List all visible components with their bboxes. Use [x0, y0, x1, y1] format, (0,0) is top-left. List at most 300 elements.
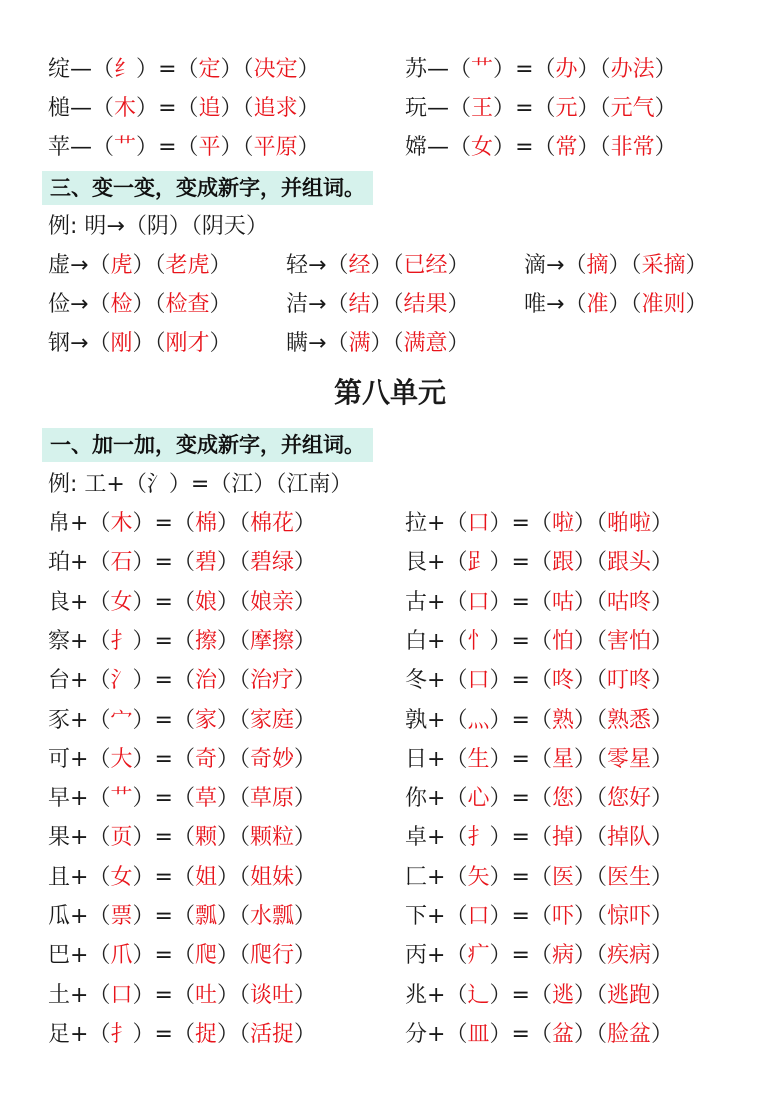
word-box: [239, 825, 316, 850]
word-box: [596, 550, 673, 575]
radical-box-answer: 口: [467, 668, 490, 694]
word-box: [239, 1022, 316, 1047]
base-char: 日: [405, 746, 428, 772]
right-paren: ）: [297, 96, 320, 121]
newchar-box: [530, 983, 596, 1008]
plus-symbol: +: [70, 943, 89, 969]
left-paren: （: [445, 628, 468, 654]
word-box-answer: 零星: [607, 746, 652, 772]
newchar-box: [173, 786, 239, 811]
right-paren: ）: [651, 511, 674, 536]
example-item: [48, 209, 268, 245]
radical-box-answer: 生: [467, 746, 490, 772]
word-box-answer: 惊吓: [607, 904, 652, 929]
equals-symbol: =: [154, 1021, 173, 1047]
equals-symbol: =: [511, 786, 530, 812]
word-box: [596, 708, 673, 733]
radical-box: [88, 983, 154, 1008]
newchar-box-answer: 常: [555, 135, 578, 160]
right-paren: ）: [294, 825, 317, 851]
radical-box: [88, 786, 154, 811]
right-paren: ）: [651, 550, 674, 576]
right-paren: ）: [168, 472, 191, 497]
left-paren: （: [172, 589, 195, 615]
right-paren: ）: [608, 292, 631, 317]
word-box: [596, 904, 673, 929]
equals-symbol: =: [154, 511, 173, 536]
radical-box: [92, 96, 158, 121]
plus-symbol: +: [427, 1021, 446, 1047]
left-paren: （: [392, 253, 404, 278]
right-paren: ）: [220, 96, 243, 121]
right-paren: ）: [132, 707, 155, 733]
newchar-box-answer: 星: [551, 746, 574, 772]
arrow-symbol: →: [308, 292, 327, 317]
base-char: 孰: [405, 707, 428, 733]
left-paren: （: [529, 550, 552, 576]
plus-symbol: +: [70, 746, 89, 772]
newchar-box-answer: 盆: [551, 1021, 574, 1047]
newchar-box-answer: 家: [194, 707, 217, 733]
left-paren: （: [595, 746, 607, 772]
addition-item: [48, 742, 316, 778]
left-paren: （: [392, 292, 404, 317]
right-paren: ）: [216, 668, 239, 694]
left-paren: （: [529, 668, 552, 694]
right-paren: ）: [489, 1021, 512, 1047]
right-paren: ）: [573, 746, 596, 772]
right-paren: ）: [216, 825, 239, 851]
word-box: [275, 472, 352, 497]
left-paren: （: [242, 96, 254, 121]
right-paren: ）: [577, 96, 600, 121]
left-paren: （: [392, 331, 404, 356]
plus-symbol: +: [70, 982, 89, 1008]
word-box: [596, 747, 673, 772]
right-paren: ）: [573, 864, 596, 890]
radical-box: [445, 668, 511, 693]
transform-item: [286, 287, 470, 323]
plus-symbol: +: [70, 668, 89, 694]
left-paren: （: [529, 943, 552, 969]
radical-box-answer: 王: [471, 96, 494, 121]
base-char: 且: [48, 864, 71, 890]
word-box: [155, 253, 232, 278]
right-paren: ）: [489, 825, 512, 851]
newchar-box: [326, 331, 392, 356]
right-paren: ）: [216, 628, 239, 654]
radical-box-answer: 纟: [114, 57, 137, 82]
addition-item: [405, 1017, 673, 1053]
newchar-box: [173, 629, 239, 654]
radical-box: [125, 472, 191, 497]
word-box-answer: 疾病: [607, 943, 652, 969]
addition-row: [0, 978, 780, 1014]
newchar-box: [564, 292, 630, 317]
right-paren: ）: [651, 1021, 674, 1047]
radical-box-answer: 口: [467, 904, 490, 929]
newchar-box: [88, 253, 154, 278]
newchar-box: [534, 135, 600, 160]
right-paren: ）: [370, 331, 393, 356]
transform-item: [48, 248, 232, 284]
addition-item: [48, 624, 316, 660]
right-paren: ）: [489, 982, 512, 1008]
equals-symbol: =: [511, 943, 530, 969]
radical-box: [445, 747, 511, 772]
left-paren: （: [238, 668, 250, 694]
left-paren: （: [445, 589, 468, 615]
word-box: [596, 511, 673, 536]
right-paren: ）: [216, 904, 239, 929]
addition-item: [48, 663, 316, 699]
right-paren: ）: [489, 786, 512, 812]
right-paren: ）: [132, 746, 155, 772]
word-box: [239, 708, 316, 733]
right-paren: ）: [651, 668, 674, 694]
left-paren: （: [88, 786, 111, 812]
plus-symbol: +: [427, 786, 446, 812]
right-paren: ）: [489, 589, 512, 615]
word-box-answer: 医生: [607, 864, 652, 890]
left-paren: （: [449, 57, 472, 82]
newchar-box: [530, 668, 596, 693]
right-paren: ）: [651, 864, 674, 890]
left-paren: （: [595, 864, 607, 890]
radical-box-answer: 宀: [110, 707, 133, 733]
plus-symbol: +: [427, 707, 446, 733]
newchar-box-answer: 娘: [194, 589, 217, 615]
left-paren: （: [172, 864, 195, 890]
newchar-box-answer: 满: [348, 331, 371, 356]
right-paren: ）: [220, 135, 243, 160]
newchar-box-answer: 熟: [551, 707, 574, 733]
left-paren: （: [238, 628, 250, 654]
radical-box: [92, 135, 158, 160]
plus-symbol: +: [427, 864, 446, 890]
left-paren: （: [124, 214, 147, 239]
radical-box: [92, 57, 158, 82]
newchar-box-answer: 瓢: [194, 904, 217, 929]
word-box: [239, 629, 316, 654]
right-paren: ）: [493, 57, 516, 82]
left-paren: （: [238, 864, 250, 890]
addition-item: [48, 703, 316, 739]
left-paren: （: [238, 589, 250, 615]
arrow-symbol: →: [546, 292, 565, 317]
newchar-box-answer: 吓: [551, 904, 574, 929]
right-paren: ）: [577, 57, 600, 82]
base-char: 豕: [48, 707, 71, 733]
radical-box-answer: 票: [110, 904, 133, 929]
radical-box-answer: 女: [471, 135, 494, 160]
radical-box-answer: 皿: [467, 1021, 490, 1047]
word-box-answer: 决定: [253, 57, 298, 82]
left-paren: （: [238, 707, 250, 733]
left-paren: （: [88, 982, 111, 1008]
newchar-box-answer: 棉: [194, 511, 217, 536]
newchar-box-answer: 经: [348, 253, 371, 278]
newchar-box: [173, 865, 239, 890]
base-char: 洁: [286, 292, 309, 317]
left-paren: （: [529, 825, 552, 851]
left-paren: （: [172, 1021, 195, 1047]
right-paren: ）: [132, 550, 155, 576]
radical-box-answer: 大: [110, 746, 133, 772]
word-box-answer: 逃跑: [607, 982, 652, 1008]
right-paren: ）: [493, 96, 516, 121]
plus-symbol: +: [427, 511, 446, 536]
left-paren: （: [630, 253, 642, 278]
dash-symbol: —: [70, 57, 93, 82]
left-paren: （: [599, 57, 611, 82]
equals-symbol: =: [158, 135, 177, 160]
equals-symbol: =: [511, 707, 530, 733]
newchar-box-answer: 捉: [194, 1021, 217, 1047]
right-paren: ）: [132, 864, 155, 890]
newchar-box: [173, 943, 239, 968]
left-paren: （: [595, 628, 607, 654]
left-paren: （: [92, 135, 115, 160]
newchar-box-answer: 定: [198, 57, 221, 82]
right-paren: ）: [489, 628, 512, 654]
newchar-box: [530, 550, 596, 575]
right-paren: ）: [297, 135, 320, 160]
base-char: 艮: [405, 550, 428, 576]
equals-symbol: =: [511, 668, 530, 694]
newchar-box: [326, 253, 392, 278]
base-char: 果: [48, 825, 71, 851]
radical-box-answer: 木: [110, 511, 133, 536]
radical-box: [88, 904, 154, 929]
right-paren: ）: [654, 135, 677, 160]
word-box-answer: 啪啦: [607, 511, 652, 536]
left-paren: （: [172, 982, 195, 1008]
example-row: [0, 209, 780, 245]
right-paren: ）: [573, 707, 596, 733]
equals-symbol: =: [154, 904, 173, 929]
plus-symbol: +: [70, 786, 89, 812]
base-char: 嫦: [405, 135, 428, 160]
newchar-box: [173, 708, 239, 733]
base-char: 槌: [48, 96, 71, 121]
base-char: 下: [405, 904, 428, 929]
plus-symbol: +: [70, 589, 89, 615]
left-paren: （: [88, 943, 111, 969]
base-char: 土: [48, 982, 71, 1008]
right-paren: ）: [132, 628, 155, 654]
left-paren: （: [176, 135, 199, 160]
addition-row: [0, 860, 780, 896]
newchar-box-answer: 颗: [194, 825, 217, 851]
radical-box-answer: 辶: [467, 982, 490, 1008]
right-paren: ）: [294, 1021, 317, 1047]
base-char: 可: [48, 746, 71, 772]
newchar-box: [530, 904, 596, 929]
radical-box: [449, 135, 515, 160]
left-paren: （: [445, 864, 468, 890]
equals-symbol: =: [511, 628, 530, 654]
right-paren: ）: [294, 904, 317, 929]
radical-box-answer: 石: [110, 550, 133, 576]
right-paren: ）: [294, 550, 317, 576]
equals-symbol: =: [190, 472, 210, 497]
base-char: 足: [48, 1021, 71, 1047]
addition-row: [0, 742, 780, 778]
base-char: 瞒: [286, 331, 309, 356]
right-paren: ）: [132, 331, 155, 356]
left-paren: （: [529, 707, 552, 733]
left-paren: （: [92, 57, 115, 82]
transform-row: [0, 287, 780, 323]
plus-symbol: +: [70, 864, 89, 890]
addition-item: [48, 1017, 316, 1053]
base-char: 工: [77, 472, 107, 497]
equals-symbol: =: [154, 668, 173, 694]
plus-symbol: +: [427, 668, 446, 694]
right-paren: ）: [651, 707, 674, 733]
word-box: [243, 96, 320, 121]
right-paren: ）: [651, 825, 674, 851]
word-box-answer: 老虎: [165, 253, 210, 278]
left-paren: （: [595, 550, 607, 576]
left-paren: （: [533, 57, 556, 82]
right-paren: ）: [573, 904, 596, 929]
left-paren: （: [595, 982, 607, 1008]
left-paren: （: [154, 331, 166, 356]
newchar-box-answer: 跟: [551, 550, 574, 576]
radical-box-answer: 页: [110, 825, 133, 851]
newchar-box: [173, 668, 239, 693]
newchar-box: [530, 590, 596, 615]
radical-box-answer: 爪: [110, 943, 133, 969]
word-box: [239, 786, 316, 811]
base-char: 兆: [405, 982, 428, 1008]
base-char: 滴: [524, 253, 547, 278]
left-paren: （: [529, 786, 552, 812]
addition-item: [48, 585, 316, 621]
left-paren: （: [445, 982, 468, 1008]
right-paren: ）: [216, 1021, 239, 1047]
newchar-box-answer: 结: [348, 292, 371, 317]
right-paren: ）: [573, 982, 596, 1008]
right-paren: ）: [573, 628, 596, 654]
arrow-symbol: →: [70, 331, 89, 356]
left-paren: （: [595, 668, 607, 694]
left-paren: （: [595, 904, 607, 929]
equals-symbol: =: [154, 628, 173, 654]
word-box: [393, 292, 470, 317]
word-box: [239, 668, 316, 693]
equation-item: [405, 52, 677, 88]
addition-row: [0, 624, 780, 660]
transform-item: [524, 248, 708, 284]
word-box: [243, 57, 320, 82]
left-paren: （: [88, 511, 111, 536]
right-paren: ）: [209, 253, 232, 278]
base-char: 瓜: [48, 904, 71, 929]
newchar-box: [530, 629, 596, 654]
base-char: 绽: [48, 57, 71, 82]
left-paren: （: [242, 57, 254, 82]
word-box: [155, 331, 232, 356]
right-paren: ）: [489, 904, 512, 929]
left-paren: （: [595, 943, 607, 969]
example-row: [0, 467, 780, 503]
left-paren: （: [238, 943, 250, 969]
right-paren: ）: [132, 1021, 155, 1047]
left-paren: （: [529, 1021, 552, 1047]
right-paren: ）: [573, 589, 596, 615]
left-paren: （: [238, 825, 250, 851]
word-box-answer: 水瓢: [250, 904, 295, 929]
right-paren: ）: [216, 864, 239, 890]
newchar-box-answer: 办: [555, 57, 578, 82]
base-char: 帛: [48, 511, 71, 536]
newchar-box: [173, 550, 239, 575]
plus-symbol: +: [427, 943, 446, 969]
newchar-box-answer: 虎: [110, 253, 133, 278]
base-char: 早: [48, 786, 71, 812]
newchar-box-answer: 擦: [194, 628, 217, 654]
equals-symbol: =: [511, 746, 530, 772]
addition-row: [0, 781, 780, 817]
equation-item: [405, 130, 677, 166]
equals-symbol: =: [154, 982, 173, 1008]
left-paren: （: [445, 511, 468, 536]
newchar-box-answer: 江: [231, 472, 254, 497]
newchar-box: [209, 472, 275, 497]
addition-item: [48, 820, 316, 856]
newchar-box: [530, 943, 596, 968]
right-paren: ）: [132, 786, 155, 812]
left-paren: （: [275, 472, 287, 497]
word-box-answer: 草原: [250, 786, 295, 812]
left-paren: （: [172, 707, 195, 733]
dash-symbol: —: [70, 96, 93, 121]
left-paren: （: [595, 707, 607, 733]
arrow-symbol: →: [308, 331, 327, 356]
transform-item: [48, 326, 232, 362]
word-box: [600, 135, 677, 160]
word-box-answer: 熟悉: [607, 707, 652, 733]
radical-box: [445, 865, 511, 890]
left-paren: （: [326, 331, 349, 356]
addition-row: [0, 1017, 780, 1053]
right-paren: ）: [651, 943, 674, 969]
plus-symbol: +: [70, 628, 89, 654]
left-paren: （: [88, 589, 111, 615]
right-paren: ）: [294, 589, 317, 615]
newchar-box: [173, 904, 239, 929]
word-box-answer: 颗粒: [250, 825, 295, 851]
word-box-answer: 平原: [253, 135, 298, 160]
left-paren: （: [154, 292, 166, 317]
newchar-box-answer: 摘: [586, 253, 609, 278]
newchar-box-answer: 吐: [194, 982, 217, 1008]
right-paren: ）: [136, 96, 159, 121]
word-box-answer: 害怕: [607, 628, 652, 654]
left-paren: （: [172, 668, 195, 694]
newchar-box: [534, 57, 600, 82]
base-char: 俭: [48, 292, 71, 317]
base-char: 丙: [405, 943, 428, 969]
radical-box-answer: 扌: [110, 628, 133, 654]
radical-box: [445, 629, 511, 654]
newchar-box-answer: 咚: [551, 668, 574, 694]
newchar-box-answer: 草: [194, 786, 217, 812]
equation-item: [48, 91, 320, 127]
